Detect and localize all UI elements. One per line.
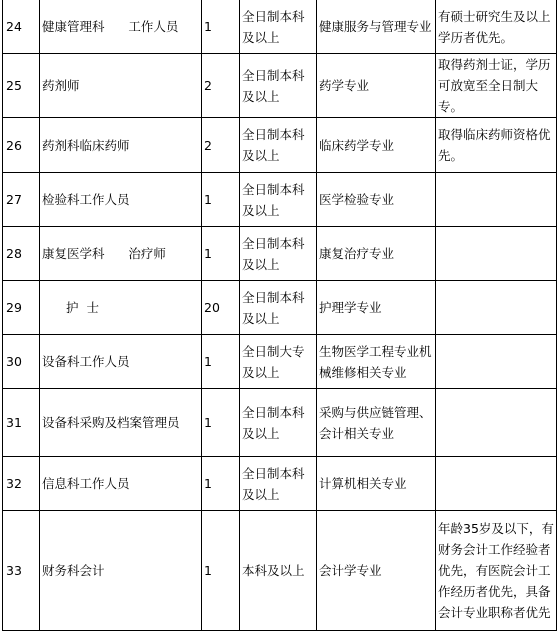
cell-major: 采购与供应链管理、会计相关专业: [317, 389, 436, 457]
table-row: [3, 389, 557, 457]
cell-requirement: [436, 173, 557, 227]
cell-position: 信息科工作人员: [40, 457, 202, 511]
cell-requirement: 有硕士研究生及以上学历者优先。: [436, 0, 557, 54]
cell-position: 财务科会计: [40, 511, 202, 631]
cell-major: 计算机相关专业: [317, 457, 436, 511]
cell-major: 医学检验专业: [317, 173, 436, 227]
cell-count: 2: [202, 54, 240, 118]
cell-major: 会计学专业: [317, 511, 436, 631]
cell-count: 20: [202, 281, 240, 335]
table-row: [3, 457, 557, 511]
cell-major: 临床药学专业: [317, 118, 436, 173]
cell-no: 33: [3, 511, 40, 631]
cell-education: 全日制本科及以上: [240, 281, 317, 335]
table-row: [3, 118, 557, 173]
cell-count: 1: [202, 389, 240, 457]
cell-position: 药剂科临床药师: [40, 118, 202, 173]
cell-count: 1: [202, 457, 240, 511]
cell-position: 健康管理科 工作人员: [40, 0, 202, 54]
cell-count: 1: [202, 227, 240, 281]
cell-position: 护 士: [40, 281, 202, 335]
cell-count: 1: [202, 511, 240, 631]
table-row: [3, 227, 557, 281]
cell-education: 全日制本科及以上: [240, 118, 317, 173]
cell-requirement: 年龄35岁及以下，有财务会计工作经验者优先，有医院会计工作经历者优先，具备会计专业职称者优先: [436, 511, 557, 631]
cell-education: 全日制本科及以上: [240, 173, 317, 227]
cell-no: 31: [3, 389, 40, 457]
cell-count: 1: [202, 173, 240, 227]
cell-count: 2: [202, 118, 240, 173]
cell-position: 药剂师: [40, 54, 202, 118]
cell-requirement: 取得临床药师资格优先。: [436, 118, 557, 173]
cell-major: 护理学专业: [317, 281, 436, 335]
cell-requirement: [436, 389, 557, 457]
cell-no: 28: [3, 227, 40, 281]
cell-education: 全日制本科及以上: [240, 54, 317, 118]
cell-education: 本科及以上: [240, 511, 317, 631]
cell-requirement: 取得药剂士证，学历可放宽至全日制大专。: [436, 54, 557, 118]
cell-no: 26: [3, 118, 40, 173]
cell-position: 康复医学科 治疗师: [40, 227, 202, 281]
cell-count: 1: [202, 335, 240, 389]
table-row: [3, 335, 557, 389]
cell-education: 全日制本科及以上: [240, 389, 317, 457]
cell-requirement: [436, 227, 557, 281]
cell-major: 生物医学工程专业机械维修相关专业: [317, 335, 436, 389]
recruitment-table: [2, 0, 557, 631]
cell-education: 全日制本科及以上: [240, 0, 317, 54]
cell-no: 27: [3, 173, 40, 227]
table-row: [3, 511, 557, 631]
cell-major: 健康服务与管理专业: [317, 0, 436, 54]
table-row: [3, 173, 557, 227]
cell-no: 29: [3, 281, 40, 335]
cell-education: 全日制大专及以上: [240, 335, 317, 389]
cell-no: 32: [3, 457, 40, 511]
cell-position: 设备科工作人员: [40, 335, 202, 389]
cell-no: 30: [3, 335, 40, 389]
cell-education: 全日制本科及以上: [240, 457, 317, 511]
cell-count: 1: [202, 0, 240, 54]
cell-education: 全日制本科及以上: [240, 227, 317, 281]
table-row: [3, 54, 557, 118]
cell-position: 设备科采购及档案管理员: [40, 389, 202, 457]
cell-no: 24: [3, 0, 40, 54]
cell-position: 检验科工作人员: [40, 173, 202, 227]
table-row: [3, 281, 557, 335]
cell-no: 25: [3, 54, 40, 118]
cell-major: 康复治疗专业: [317, 227, 436, 281]
table-row: [3, 0, 557, 54]
cell-requirement: [436, 457, 557, 511]
cell-requirement: [436, 281, 557, 335]
cell-requirement: [436, 335, 557, 389]
cell-major: 药学专业: [317, 54, 436, 118]
